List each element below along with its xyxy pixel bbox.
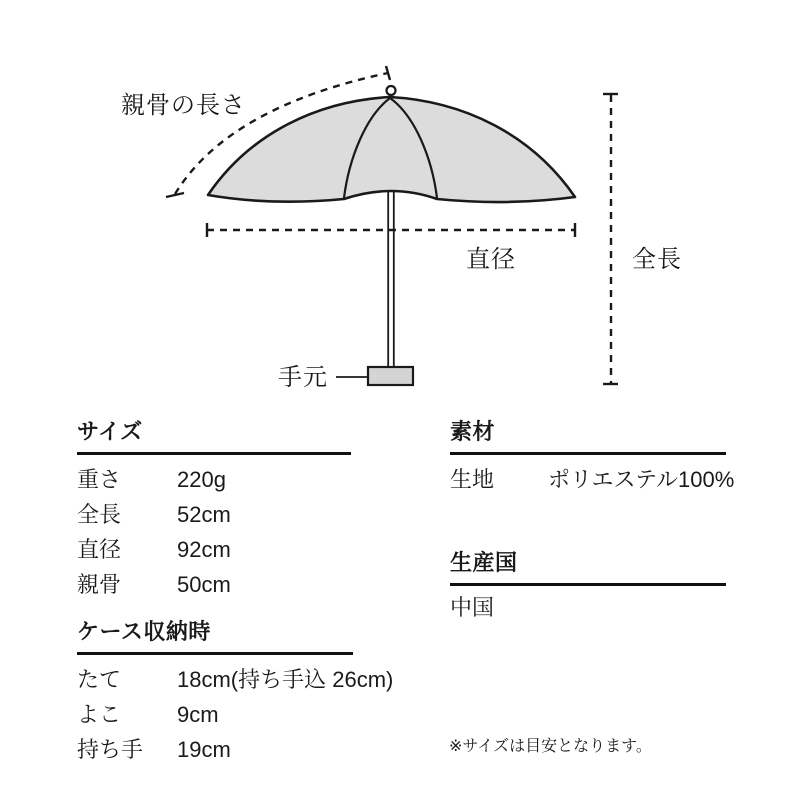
size-section-rule <box>77 452 351 455</box>
umbrella-canopy <box>208 97 575 202</box>
spec-row-value: 19cm <box>177 737 231 762</box>
spec-row <box>77 497 351 532</box>
size-section-title: サイズ <box>77 419 143 444</box>
spec-row <box>77 697 353 732</box>
material-section-title: 素材 <box>450 419 496 444</box>
spec-row <box>77 532 351 567</box>
spec-row-label: よこ <box>77 702 122 727</box>
diameter-label: 直径 <box>466 246 516 273</box>
case-section <box>77 619 394 767</box>
case-section-rows <box>77 662 394 767</box>
size-disclaimer-note: ※サイズは目安となります。 <box>449 738 652 755</box>
country-section-title: 生産国 <box>450 550 518 575</box>
country-section-rule <box>450 583 726 586</box>
spec-row-label: 全長 <box>77 502 122 527</box>
spec-row-value: 9cm <box>177 702 219 727</box>
spec-row-label: 直径 <box>77 537 122 562</box>
spec-row-value: 18cm(持ち手込 26cm) <box>177 667 394 692</box>
handle-label: 手元 <box>278 364 328 391</box>
total-length-label: 全長 <box>632 246 682 273</box>
rib-length-label: 親骨の長さ <box>121 92 246 119</box>
spec-row-value: 52cm <box>177 502 231 527</box>
spec-row-label: 重さ <box>77 467 122 492</box>
country-value: 中国 <box>450 595 495 620</box>
spec-row-label: 生地 <box>450 467 495 492</box>
spec-row-value: 92cm <box>177 537 231 562</box>
case-section-rule <box>77 652 353 655</box>
case-section-title: ケース収納時 <box>77 619 211 644</box>
spec-row-value: ポリエステル100% <box>548 467 735 492</box>
country-section <box>450 551 726 623</box>
spec-row-label: たて <box>77 667 122 692</box>
material-section-rows <box>450 462 735 497</box>
size-section-rows <box>77 462 351 602</box>
spec-row <box>77 732 353 767</box>
umbrella-handle <box>368 367 413 385</box>
spec-row-value: 220g <box>177 467 226 492</box>
umbrella-shaft <box>388 188 394 368</box>
spec-row <box>77 567 351 602</box>
spec-row-label: 親骨 <box>77 572 122 597</box>
size-section <box>77 420 351 602</box>
material-section-rule <box>450 452 726 455</box>
spec-row <box>77 662 394 697</box>
spec-row <box>77 462 351 497</box>
spec-row-value: 50cm <box>177 572 231 597</box>
spec-row <box>450 462 735 497</box>
umbrella-finial <box>387 86 396 95</box>
spec-row-label: 持ち手 <box>77 737 144 762</box>
material-section <box>450 419 735 497</box>
